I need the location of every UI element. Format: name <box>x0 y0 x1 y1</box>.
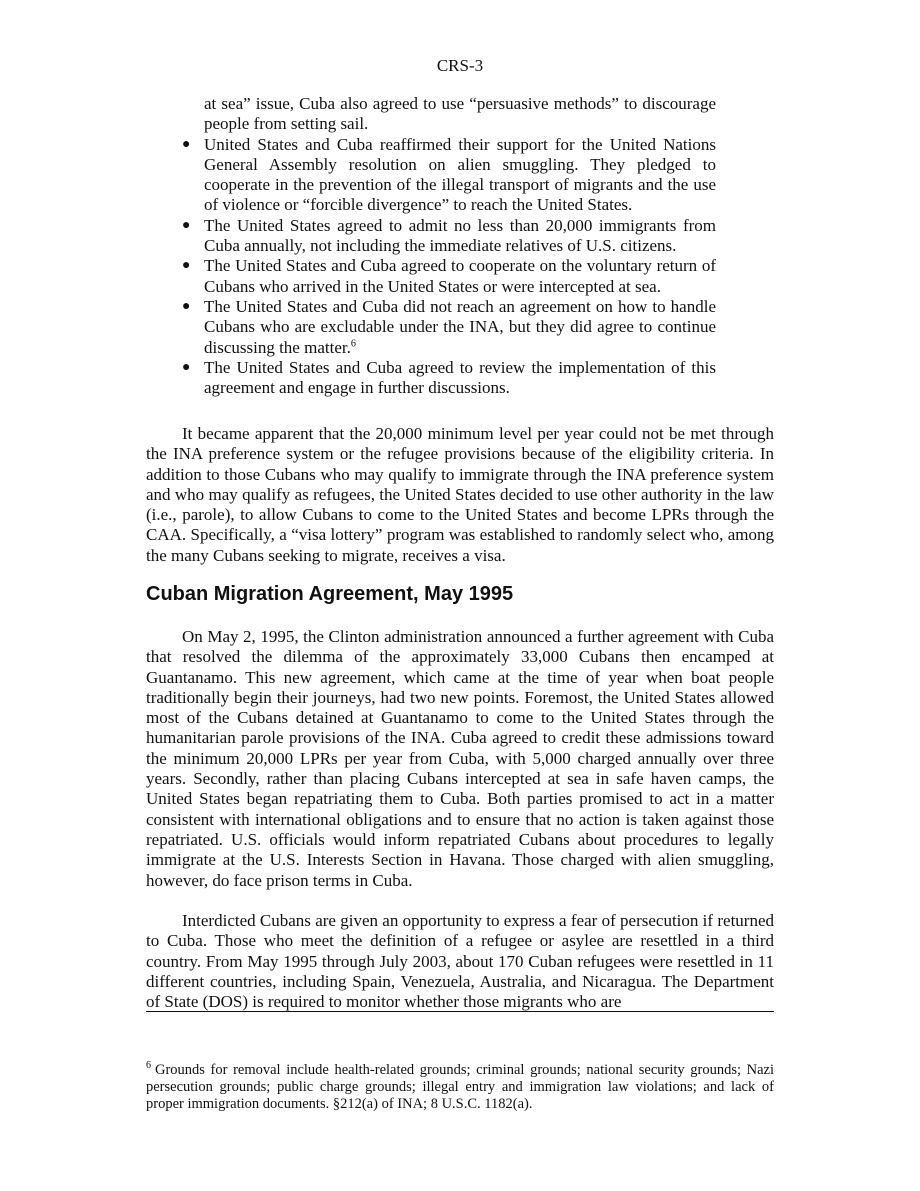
bullet-icon: ● <box>182 217 191 233</box>
bullet-icon: ● <box>182 298 191 314</box>
page-number: CRS-3 <box>436 56 484 75</box>
paragraph-text: On May 2, 1995, the Clinton administration announced a further agreement with Cuba that resolved the dilemma of the approximately 33,000 Cubans then encamped at Guantanamo. This new agreement, which came at the time of year when boat people traditionally begin their journeys, had two new points. Foremost, the United States allowed most of the Cubans detained at Guantanamo to come to the United States through the humanitarian parole provisions of the INA. Cuba agreed to credit these admissions toward the minimum 20,000 LPRs per year from Cuba, with 5,000 charged annually over three years. Secondly, rather than placing Cubans intercepted at sea in safe haven camps, the United States began repatriating them to Cuba. Both parties promised to act in a matter consistent with international obligations and to ensure that no action is taken against those repatriated. U.S. officials would inform repatriated Cubans about procedures to legally immigrate at the U.S. Interests Section in Havana. Those charged with alien smuggling, however, do face prison terms in Cuba. <box>146 627 774 890</box>
paragraph-may-1995-agreement <box>146 627 774 891</box>
paragraph-interdicted-cubans <box>146 911 774 1012</box>
paragraph-text: It became apparent that the 20,000 minimum level per year could not be met through the INA preference system or the refugee provisions because of the eligibility criteria. In addition to those Cubans who may qualify to immigrate through the INA preference system and who may qualify as refugees, the United States decided to use other authority in the law (i.e., parole), to allow Cubans to come to the United States and become LPRs through the CAA. Specifically, a “visa lottery” program was established to randomly select who, among the many Cubans seeking to migrate, receives a visa. <box>146 424 774 565</box>
list-item <box>182 296 716 358</box>
bullet-icon: ● <box>182 136 191 152</box>
footnote-marker: 6 <box>146 1060 151 1072</box>
list-item <box>182 357 716 399</box>
footnote-text: Grounds for removal include health-related grounds; criminal grounds; national security grounds; Nazi persecution grounds; public charge grounds; illegal entry and immigration law violations; and lack of proper immigration documents. §212(a) of INA; 8 U.S.C. 1182(a). <box>146 1062 774 1112</box>
list-item-text: United States and Cuba reaffirmed their support for the United Nations General Assembly resolution on alien smuggling. They pledged to cooperate in the prevention of the illegal transport of migrants and the use of violence or “forcible divergence” to reach the United States. <box>204 134 716 215</box>
footnote-divider <box>146 1011 774 1012</box>
section-heading: Cuban Migration Agreement, May 1995 <box>146 583 514 605</box>
list-item <box>182 215 716 257</box>
bullet-icon: ● <box>182 258 191 274</box>
footnote-reference[interactable]: 6 <box>350 337 356 349</box>
paragraph-text: Interdicted Cubans are given an opportunity to express a fear of persecution if returned to Cuba. Those who meet the definition of a refugee or asylee are resettled in a third country. From May 1995 through July 2003, about 170 Cuban refugees were resettled in 11 different countries, including Spain, Venezuela, Australia, and Nicaragua. The Department of State (DOS) is required to monitor whether those migrants who are <box>146 911 774 1012</box>
bullet-continuation: at sea” issue, Cuba also agreed to use “persuasive methods” to discourage people from setting sail. <box>204 94 716 134</box>
list-item <box>182 256 716 297</box>
list-item <box>182 134 716 216</box>
bullet-list <box>182 94 716 398</box>
list-item-text: The United States and Cuba agreed to cooperate on the voluntary return of Cubans who arrived in the United States or were intercepted at sea. <box>204 256 716 296</box>
list-item-text: The United States and Cuba agreed to review the implementation of this agreement and engage in further discussions. <box>204 357 716 398</box>
list-item-text: The United States agreed to admit no less than 20,000 immigrants from Cuba annually, not including the immediate relatives of U.S. citizens. <box>204 215 716 256</box>
bullet-icon: ● <box>182 359 191 375</box>
list-item-text: The United States and Cuba did not reach an agreement on how to handle Cubans who are excludable under the INA, but they did agree to continue discussing the matter. <box>204 296 716 357</box>
footnote <box>146 1062 774 1113</box>
paragraph-visa-lottery <box>146 424 774 566</box>
